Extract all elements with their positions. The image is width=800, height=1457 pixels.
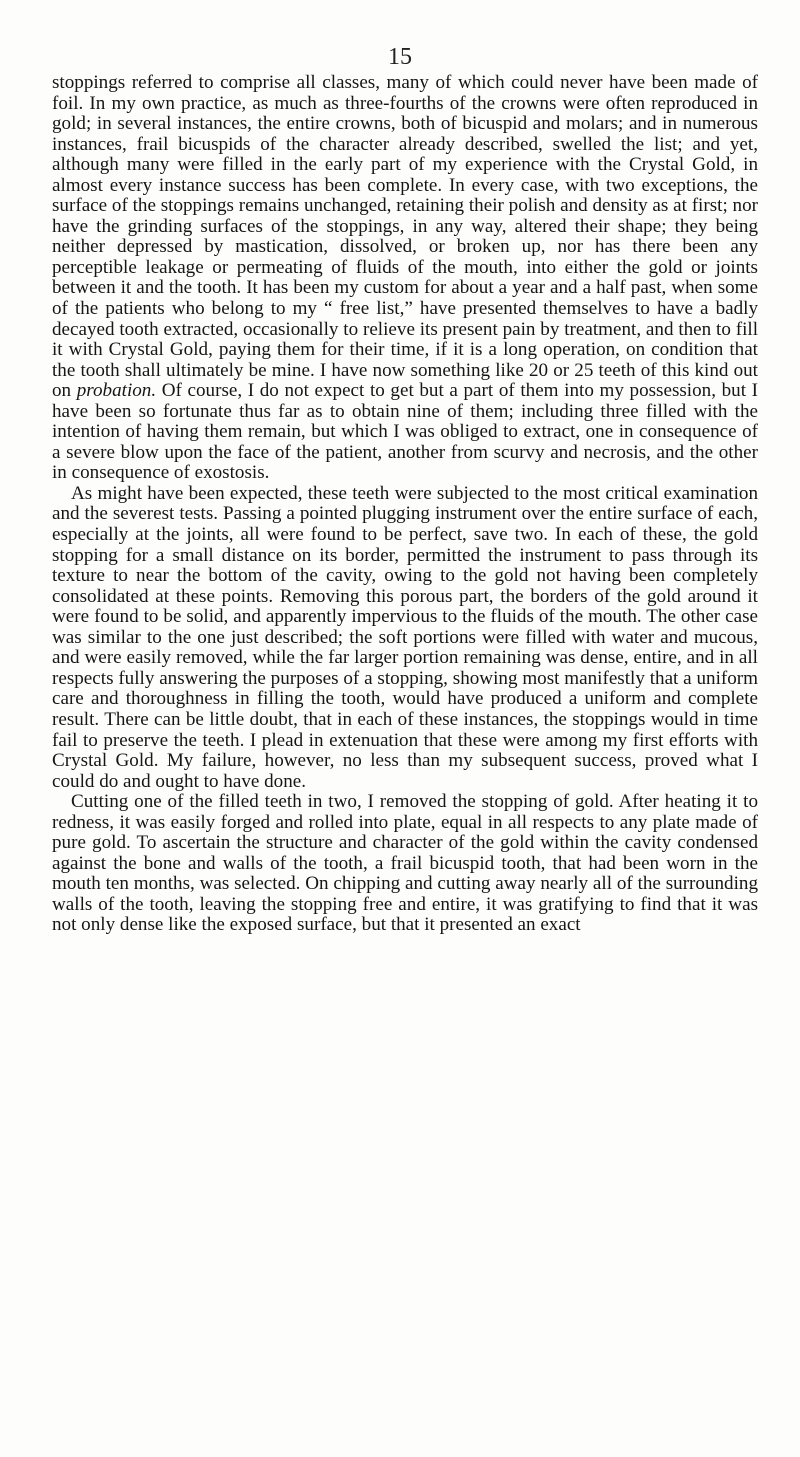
- body-text: [52, 73, 758, 936]
- paragraph-1: [52, 73, 758, 484]
- paragraph-2: As might have been expected, these teeth were subjected to the most critical examination and the severest tests. Passing a pointed plugging instrument over the entire surface of each, especially at the joints, all were found to be perfect, save two. In each of these, the gold stopping for a small distance on its border, permitted the instrument to pass through its texture to near the bottom of the cavity, owing to the gold not having been completely consolidated at these points. Removing this porous part, the borders of the gold around it were found to be solid, and apparently impervious to the fluids of the mouth. The other case was similar to the one just described; the soft portions were filled with water and mucous, and were easily removed, while the far larger portion remaining was dense, entire, and in all respects fully answering the purposes of a stopping, showing most manifestly that a uniform care and thoroughness in filling the tooth, would have produced a uniform and complete result. There can be little doubt, that in each of these instances, the stoppings would in time fail to preserve the teeth. I plead in extenuation that these were among my first efforts with Crystal Gold. My failure, however, no less than my subsequent success, proved what I could do and ought to have done.: [52, 482, 758, 792]
- paragraph-1-text: stoppings referred to comprise all classes, many of which could never have been made of foil. In my own practice, as much as three-fourths of the crowns were often reproduced in gold; in several instances, the entire crowns, both of bicuspid and molars; and in numerous instances, frail bicuspids of the character already described, swelled the list; and yet, although many were filled in the early part of my experience with the Crystal Gold, in almost every instance success has been complete. In every case, with two exceptions, the surface of the stoppings remains unchanged, retaining their polish and density as at first; nor have the grinding surfaces of the stoppings, in any way, altered their shape; they being neither depressed by mastication, dissolved, or broken up, nor has there been any perceptible leakage or permeating of fluids of the mouth, into either the gold or joints between it and the tooth. It has been my custom for about a year and a half past, when some of the patients who belong to my “ free list,” have presented themselves to have a badly decayed tooth extracted, occasionally to relieve its present pain by treatment, and then to fill it with Crystal Gold, paying them for their time, if it is a long operation, on condition that the tooth shall ultimately be mine. I have now something like 20 or 25 teeth of this kind out on: [52, 72, 758, 402]
- page-number: 15: [388, 44, 412, 70]
- paragraph-3: Cutting one of the filled teeth in two, I removed the stopping of gold. After heating it to redness, it was easily forged and rolled into plate, equal in all respects to any plate made of pure gold. To ascertain the structure and character of the gold within the cavity condensed against the bone and walls of the tooth, a frail bicuspid tooth, that had been worn in the mouth ten months, was selected. On chipping and cutting away nearly all of the surrounding walls of the tooth, leaving the stopping free and entire, it was gratifying to find that it was not only dense like the exposed surface, but that it presented an exact: [52, 791, 758, 936]
- paragraph-1-emphasis: probation.: [76, 380, 157, 402]
- paragraph-1-tail: Of course, I do not expect to get but a part of them into my possession, but I have been so fortunate thus far as to obtain nine of them; including three filled with the intention of having them remain, but which I was obliged to extract, one in consequence of a severe blow upon the face of the patient, another from scurvy and necrosis, and the other in consequence of exostosis.: [52, 380, 758, 484]
